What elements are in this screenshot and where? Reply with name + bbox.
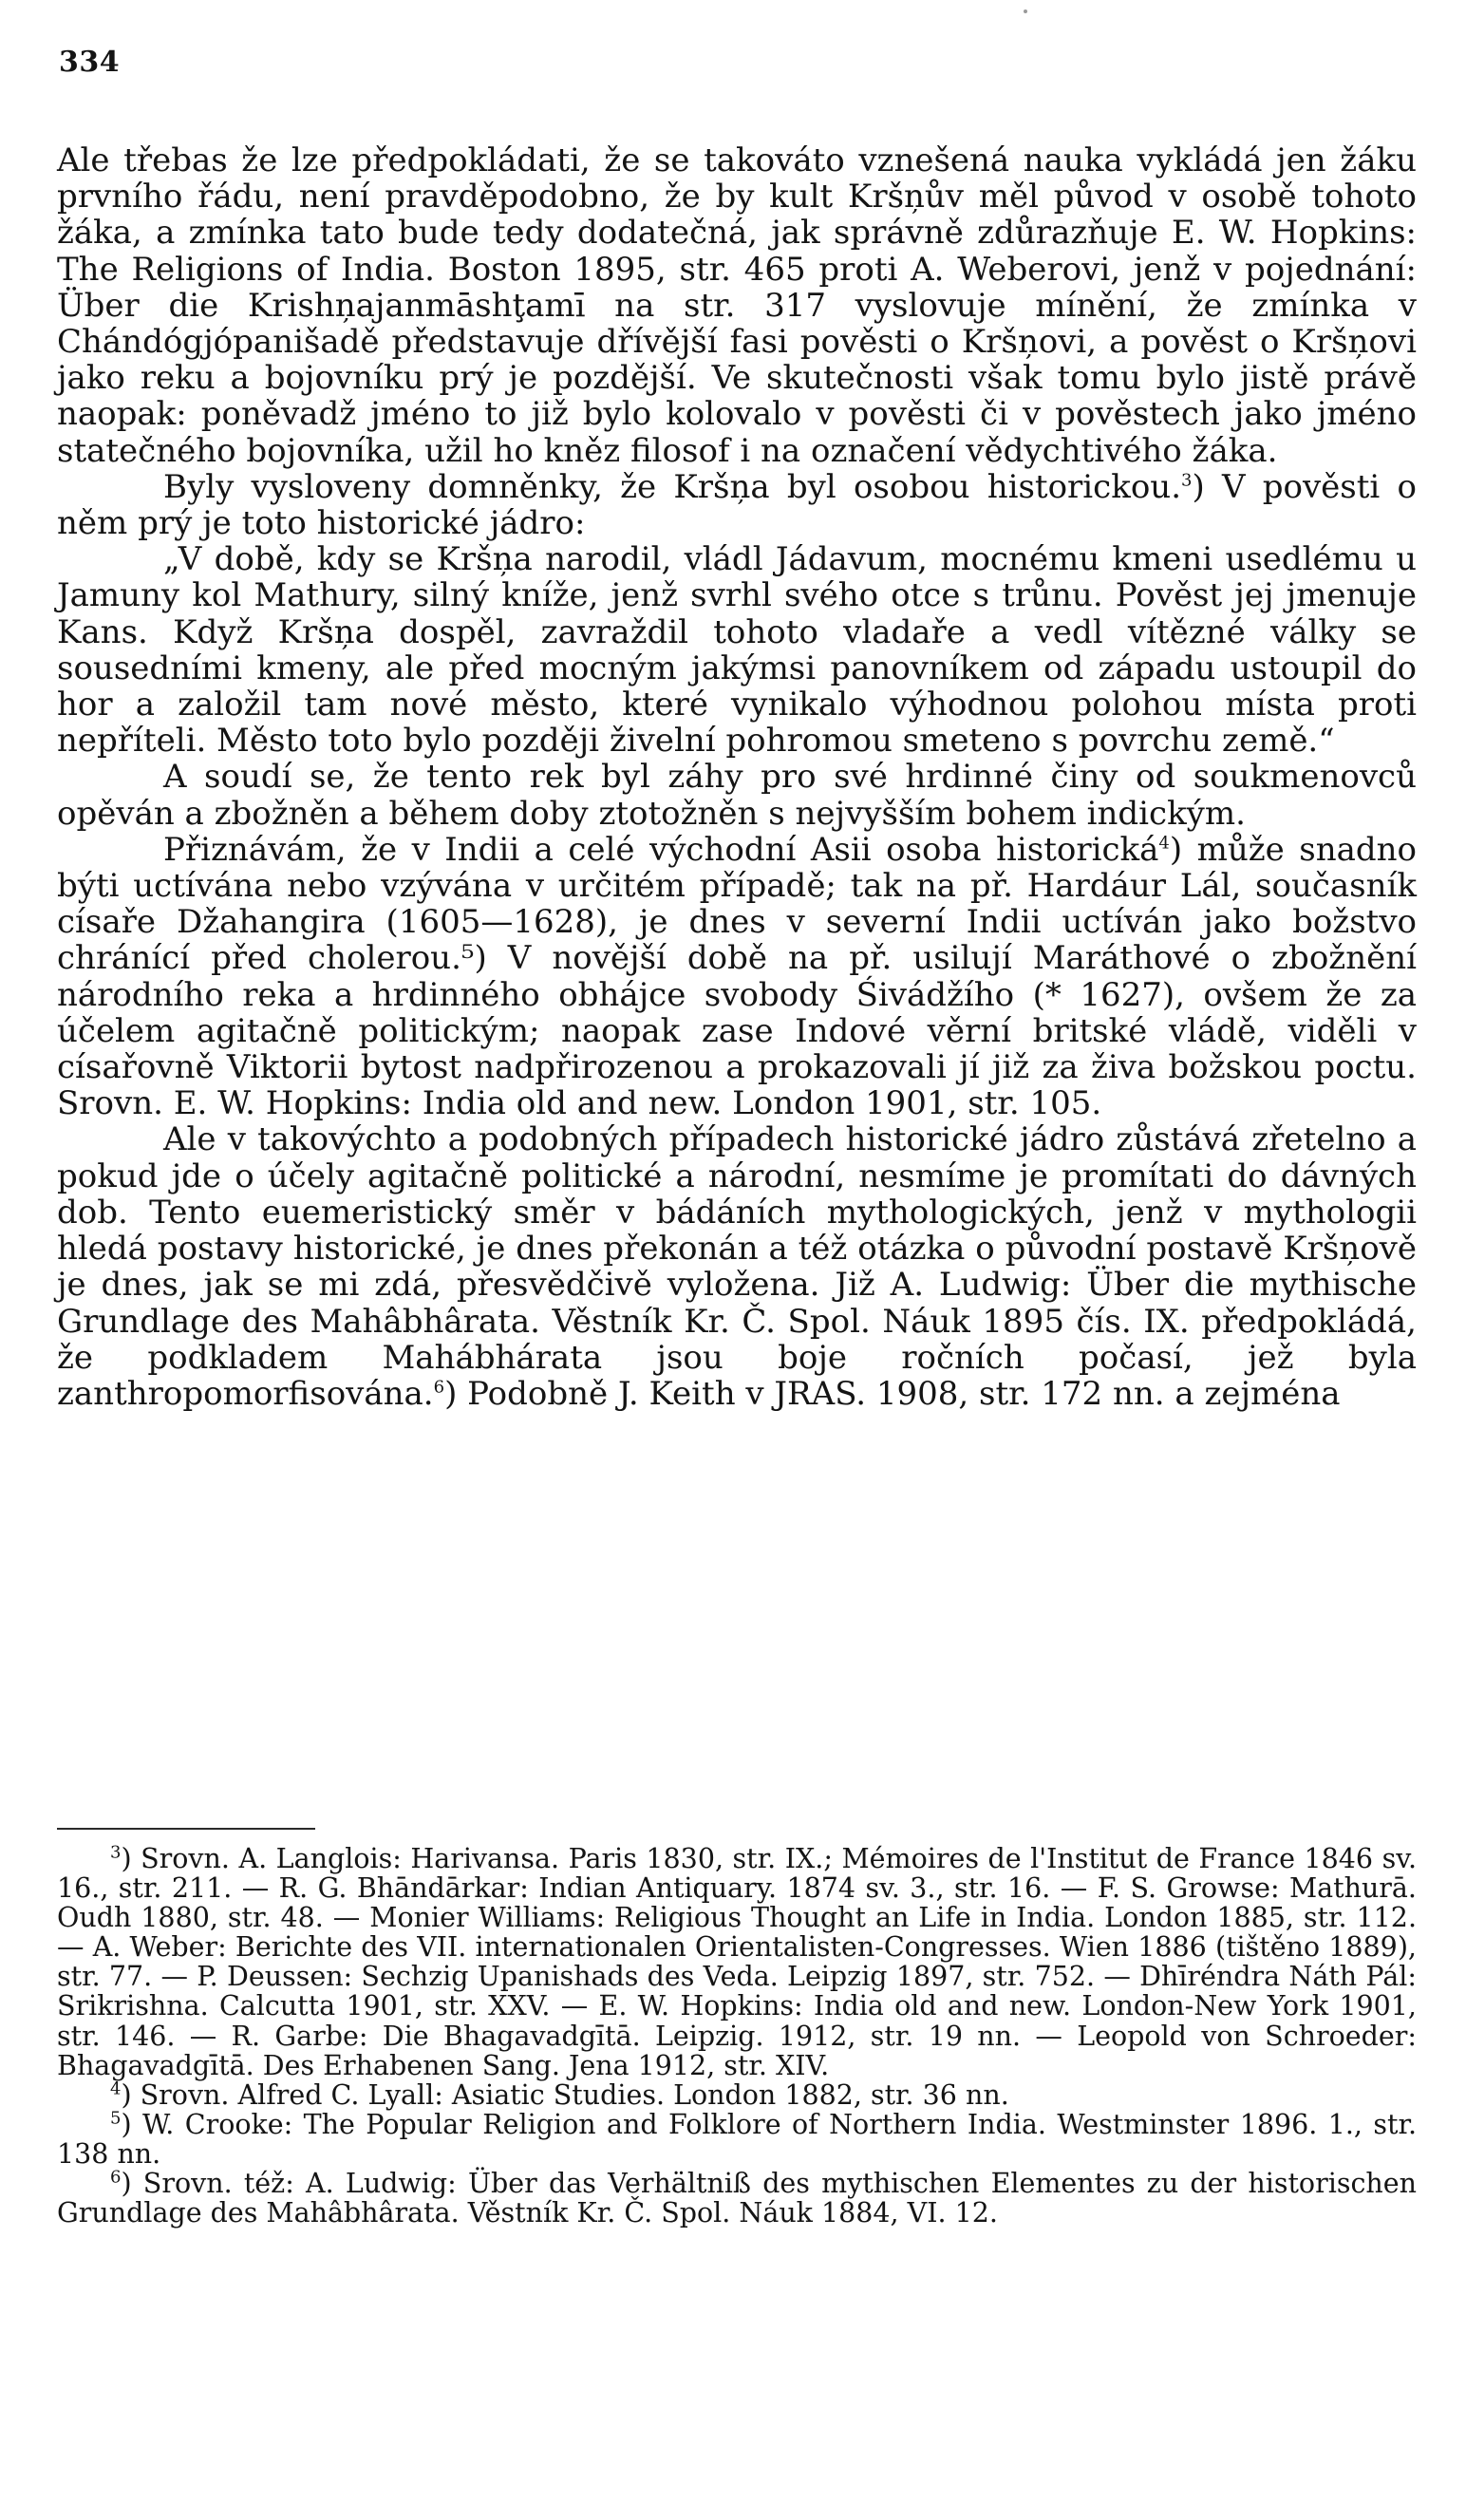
quote-paragraph xyxy=(57,541,1417,759)
footnotes xyxy=(57,1844,1417,2228)
paragraph-text: ) může snadno býti uctívána nebo vzývána v určitém případě; tak na př. Hardáur Lál, současník císaře Džahangira (1605—1628), je dnes v severní Indii uctíván jako božstvo chránící před cholerou.⁵) V novější době na př. usilují Maráthové o zbožnění národního reka a hrdinného obhájce svobody Śivádžího (* 1627), ovšem že za účelem agitačně politickým; naopak zase Indové věrní britské vládě, viděli v císařovně Viktorii bytost nadpřirozenou a prokazovali jí již za živa božskou poctu. Srovn. E. W. Hopkins: India old and new. London 1901, str. 105. xyxy=(57,830,1417,1123)
paragraph-text: Ale v takovýchto a podobných případech historické jádro zůstává zřetelno a pokud jde o účely agitačně politické a národní, nesmíme je promítati do dávných dob. Tento euemeristický směr v bádáních mythologických, jenž v mythologii hledá postavy historické, je dnes překonán a též otázka o původní postavě Kršņově je dnes, jak se mi zdá, přesvědčivě vyložena. Již A. Ludwig: Über die mythische Grundlage des Mahâbhârata. Věstník Kr. Č. Spol. Náuk 1895 čís. IX. předpokládá, že podkladem Mahábhárata jsou boje ročních počasí, jež byla zanthropomorfisována. xyxy=(57,1120,1417,1413)
quote-text: „V době, kdy se Kršņa narodil, vládl Jádavum, mocnému kmeni xyxy=(163,540,1213,579)
paragraph-text: Ale třebas že lze předpokládati, že se takováto vznešená nauka vykládá jen žáku prvního řádu, není pravděpodobno, že by kult Kršņův měl původ v osobě tohoto žáka, a zmínka tato bude tedy dodatečná, jak správně zdůrazňuje E. W. Hopkins: The Religions of India. Boston 1895, str. 465 proti A. Weberovi, jenž v pojednání: Über die Krishņajanmāshţamī na str. 317 vyslovuje mínění, že zmínka v Chándógjópanišadě představuje dřívější fasi pověsti o Kršņovi, a pověst o Kršņovi jako reku a bojovníku prý je pozdější. Ve skutečnosti však tomu bylo jistě právě naopak: poněvadž jméno to již bylo kolovalo v pověsti či v pověstech jako jméno statečného bojovníka, užil ho kněz filosof i na označení vědychtivého žáka. xyxy=(57,141,1417,470)
paragraph-text: Byly vysloveny domněnky, že Kršņa byl osobou historickou. xyxy=(163,467,1181,506)
paragraph-text: ) V pověsti o něm prý je toto historické jádro: xyxy=(57,467,1417,543)
footnote-text: ) Srovn. A. Langlois: Harivansa. Paris 1830, str. IX.; Mémoires de l'Institut de France 1846 sv. 16., str. 211. — R. G. Bhāndārkar: Indian Antiquary. 1874 sv. 3., str. 16. — F. S. Growse: Mathurā. Oudh 1880, str. 48. — Monier Williams: Religious Thought an Life in India. London 1885, str. 112. — A. Weber: Berichte des VII. internationalen Orientalisten-Congresses. Wien 1886 (tištěno 1889), str. 77. — P. Deussen: Sechzig Upanishads des Veda. Leipzig 1897, str. 752. — Dhīréndra Náth Pál: Srikrishna. Calcutta 1901, str. XXV. — E. W. Hopkins: India old and new. London-New York 1901, str. 146. — R. Garbe: Die Bhagavadgītā. Leipzig. 1912, str. 19 nn. — Leopold von Schroeder: Bhagavadgītā. Des Erhabenen Sang. Jena 1912, str. XIV. xyxy=(57,1843,1417,2081)
main-text xyxy=(57,142,1417,1412)
footnote-mark: 3 xyxy=(110,1842,122,1863)
footnote-ref: 3 xyxy=(1181,470,1193,491)
footnote-mark: 5 xyxy=(110,2108,122,2129)
footnote-mark: 4 xyxy=(110,2078,122,2099)
quote-text: usedlému u Jamuny kol Mathury, silný kníže, jenž svrhl svého otce s trůnu. Pověst jej jmenuje Kans. Když Kršņa dospěl, zavraždil tohoto vladaře a vedl vítězné války se sousedními kmeny, ale před mocným jakýmsi panovníkem od západu ustoupil do hor a založil tam nové město, které vynikalo výhodnou polohou místa proti nepříteli. Město toto bylo později živelní pohromou smeteno s povrchu země.“ xyxy=(57,540,1417,761)
footnote xyxy=(57,2110,1417,2169)
page-number: 334 xyxy=(59,46,121,79)
footnote-ref: 4 xyxy=(1158,833,1170,854)
footnote-text: ) Srovn. též: A. Ludwig: Über das Verhältniß des mythischen Elementes zu der historischen Grundlage des Mahâbhârata. Věstník Kr. Č. Spol. Náuk 1884, VI. 12. xyxy=(57,2168,1417,2229)
footnote-text: ) W. Crooke: The Popular Religion and Folklore of Northern India. Westminster 1896. 1., str. 138 nn. xyxy=(57,2108,1417,2170)
paragraph xyxy=(57,142,1417,469)
paragraph xyxy=(57,1121,1417,1412)
footnote-mark: 6 xyxy=(110,2167,122,2188)
footnote-divider xyxy=(57,1828,315,1830)
footnote xyxy=(57,2080,1417,2110)
scan-speck xyxy=(1024,9,1027,13)
paragraph xyxy=(57,832,1417,1122)
footnote xyxy=(57,2169,1417,2228)
footnote-text: ) Srovn. Alfred C. Lyall: Asiatic Studies. London 1882, str. 36 nn. xyxy=(121,2078,1009,2111)
paragraph-text: Přiznávám, že v Indii a celé východní Asii osoba historická xyxy=(163,830,1159,869)
paragraph-text: ) Podobně J. Keith v JRAS. 1908, str. 172 nn. a zejména xyxy=(444,1374,1341,1413)
paragraph xyxy=(57,759,1417,831)
footnote xyxy=(57,1844,1417,2080)
paragraph-text: A soudí se, že tento rek byl záhy pro své hrdinné činy od soukmenovců opěván a zbožněn a během doby ztotožněn s nejvyšším bohem indickým. xyxy=(57,758,1417,833)
paragraph xyxy=(57,469,1417,541)
footnote-ref: 6 xyxy=(433,1377,445,1398)
